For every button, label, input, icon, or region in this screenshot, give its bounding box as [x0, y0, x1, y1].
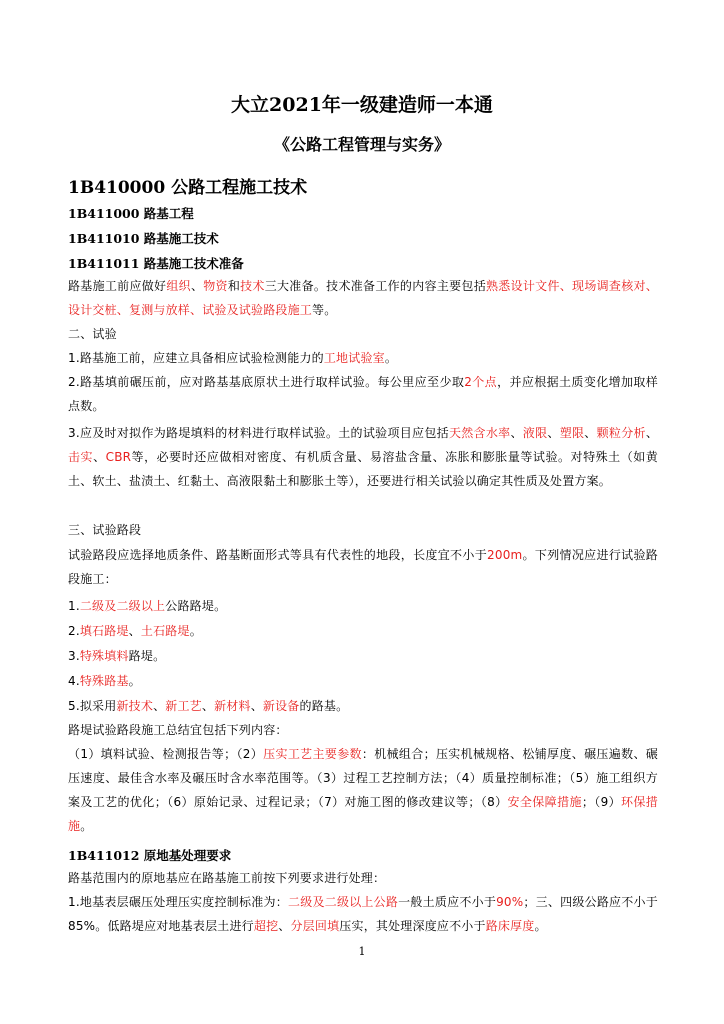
heading-trial-section: 三、试验路段: [68, 523, 142, 537]
paragraph-summary-items: （1）填料试验、检测报告等；（2）压实工艺主要参数：机械组合；压实机械规格、松铺厚度、碾压遍数、碾压速度、最佳含水率及碾压时含水率范围等。（3）过程工艺控制方法；（4）质量控制标准；（5）施工组织方案及工艺的优化；（6）原始记录、过程记录；（7）对施工图的修改建议等；（8）安全保障措施；（9）环保措施。: [68, 747, 659, 833]
paragraph-trial-section: 试验路段应选择地质条件、路基断面形式等具有代表性的地段，长度宜不小于200m。下列情况应进行试验路段施工：: [68, 548, 659, 586]
document-subtitle: 《公路工程管理与实务》: [273, 135, 450, 154]
list-item-5: 5.拟采用新技术、新工艺、新材料、新设备的路基。: [68, 699, 349, 713]
heading-test: 二、试验: [68, 327, 117, 341]
document-title: 大立2021年一级建造师一本通: [231, 94, 493, 116]
paragraph-test-3: 3.应及时对拟作为路堤填料的材料进行取样试验。土的试验项目应包括天然含水率、液限、塑限、颗粒分析、击实、CBR等，必要时还应做相对密度、有机质含量、易溶盐含量、冻胀和膨胀量等试验。对特殊土（如黄土、软土、盐渍土、红黏土、高液限黏土和膨胀土等），还要进行相关试验以确定其性质及处置方案。: [68, 426, 659, 488]
chapter-heading: 1B410000 公路工程施工技术: [68, 178, 308, 198]
section-heading-ground-treatment: 1B411012 原地基处理要求: [68, 848, 232, 863]
list-item-3: 3.特殊填料路堤。: [68, 649, 166, 663]
list-item-4: 4.特殊路基。: [68, 674, 141, 688]
paragraph-prep: 路基施工前应做好组织、物资和技术三大准备。技术准备工作的内容主要包括熟悉设计文件、现场调查核对、设计交桩、复测与放样、试验及试验路段施工等。: [68, 279, 658, 317]
section-heading-road-base-tech: 1B411010 路基施工技术: [68, 231, 219, 246]
page-number: 1: [358, 945, 366, 958]
paragraph-ground-intro: 路基范围内的原地基应在路基施工前按下列要求进行处理：: [68, 871, 386, 885]
paragraph-test-2: 2.路基填前碾压前，应对路基基底原状土进行取样试验。每公里应至少取2个点，并应根据土质变化增加取样点数。: [68, 375, 658, 413]
paragraph-ground-1: 1.地基表层碾压处理压实度控制标准为：二级及二级以上公路一般土质应不小于90%；三、四级公路应不小于85%。低路堤应对地基表层土进行超挖、分层回填压实，其处理深度应不小于路床厚度。: [68, 895, 658, 933]
paragraph-test-1: 1.路基施工前，应建立具备相应试验检测能力的工地试验室。: [68, 351, 398, 365]
section-heading-road-base: 1B411000 路基工程: [68, 206, 194, 221]
list-item-2: 2.填石路堤、土石路堤。: [68, 624, 202, 638]
section-heading-tech-prep: 1B411011 路基施工技术准备: [68, 256, 244, 271]
list-item-1: 1.二级及二级以上公路路堤。: [68, 599, 227, 613]
paragraph-summary-intro: 路堤试验路段施工总结宜包括下列内容：: [68, 723, 288, 737]
